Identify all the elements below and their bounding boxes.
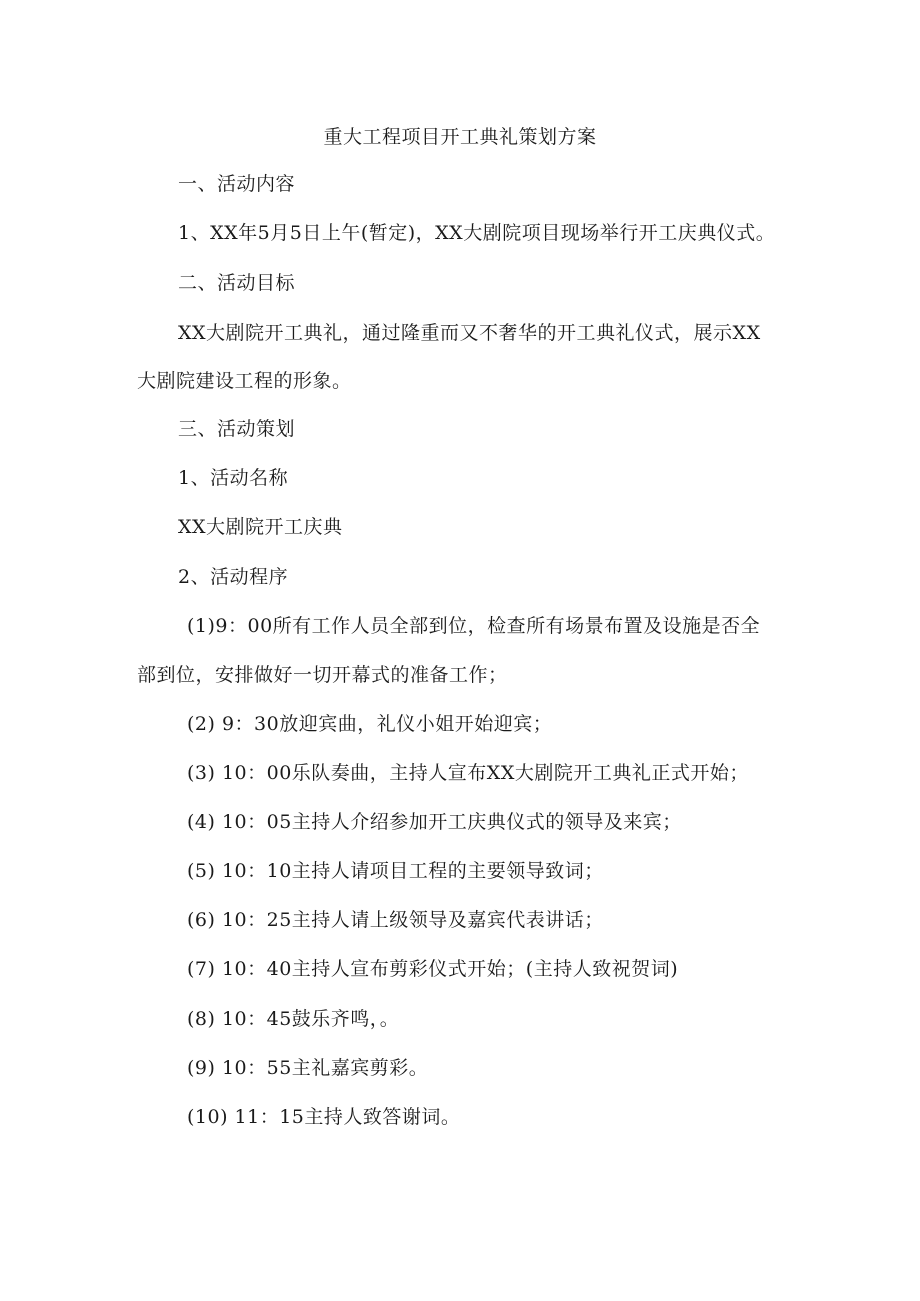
section-heading-content: 一、活动内容 xyxy=(178,173,296,195)
document-title: 重大工程项目开工典礼策划方案 xyxy=(323,126,597,148)
program-item-4: (4) 10：05主持人介绍参加开工庆典仪式的领导及来宾； xyxy=(187,811,682,833)
program-item-8: (8) 10：45鼓乐齐鸣，。 xyxy=(187,1008,400,1030)
program-item-6: (6) 10：25主持人请上级领导及嘉宾代表讲话； xyxy=(187,909,604,931)
goal-paragraph-line-2: 大剧院建设工程的形象。 xyxy=(137,370,352,392)
program-item-1-line-1: (1)9：00所有工作人员全部到位，检查所有场景布置及设施是否全 xyxy=(187,615,761,637)
subheading-activity-program: 2、活动程序 xyxy=(178,566,289,588)
program-item-5: (5) 10：10主持人请项目工程的主要领导致词； xyxy=(187,860,604,882)
program-item-3: (3) 10：00乐队奏曲，主持人宣布XX大剧院开工典礼正式开始； xyxy=(187,762,749,784)
program-item-2: (2) 9：30放迎宾曲，礼仪小姐开始迎宾； xyxy=(187,713,553,735)
program-item-7: (7) 10：40主持人宣布剪彩仪式开始；(主持人致祝贺词) xyxy=(187,958,679,980)
subheading-activity-name: 1、活动名称 xyxy=(178,467,289,489)
section-heading-planning: 三、活动策划 xyxy=(178,418,296,440)
program-item-10: (10) 11：15主持人致答谢词。 xyxy=(187,1106,461,1128)
activity-name-value: XX大剧院开工庆典 xyxy=(178,516,343,538)
program-item-9: (9) 10：55主礼嘉宾剪彩。 xyxy=(187,1057,429,1079)
activity-content-item: 1、XX年5月5日上午(暂定)，XX大剧院项目现场举行开工庆典仪式。 xyxy=(178,222,776,244)
section-heading-goal: 二、活动目标 xyxy=(178,272,296,294)
goal-paragraph-line-1: XX大剧院开工典礼，通过隆重而又不奢华的开工典礼仪式，展示XX xyxy=(178,322,761,344)
program-item-1-line-2: 部到位，安排做好一切开幕式的准备工作； xyxy=(137,664,508,686)
